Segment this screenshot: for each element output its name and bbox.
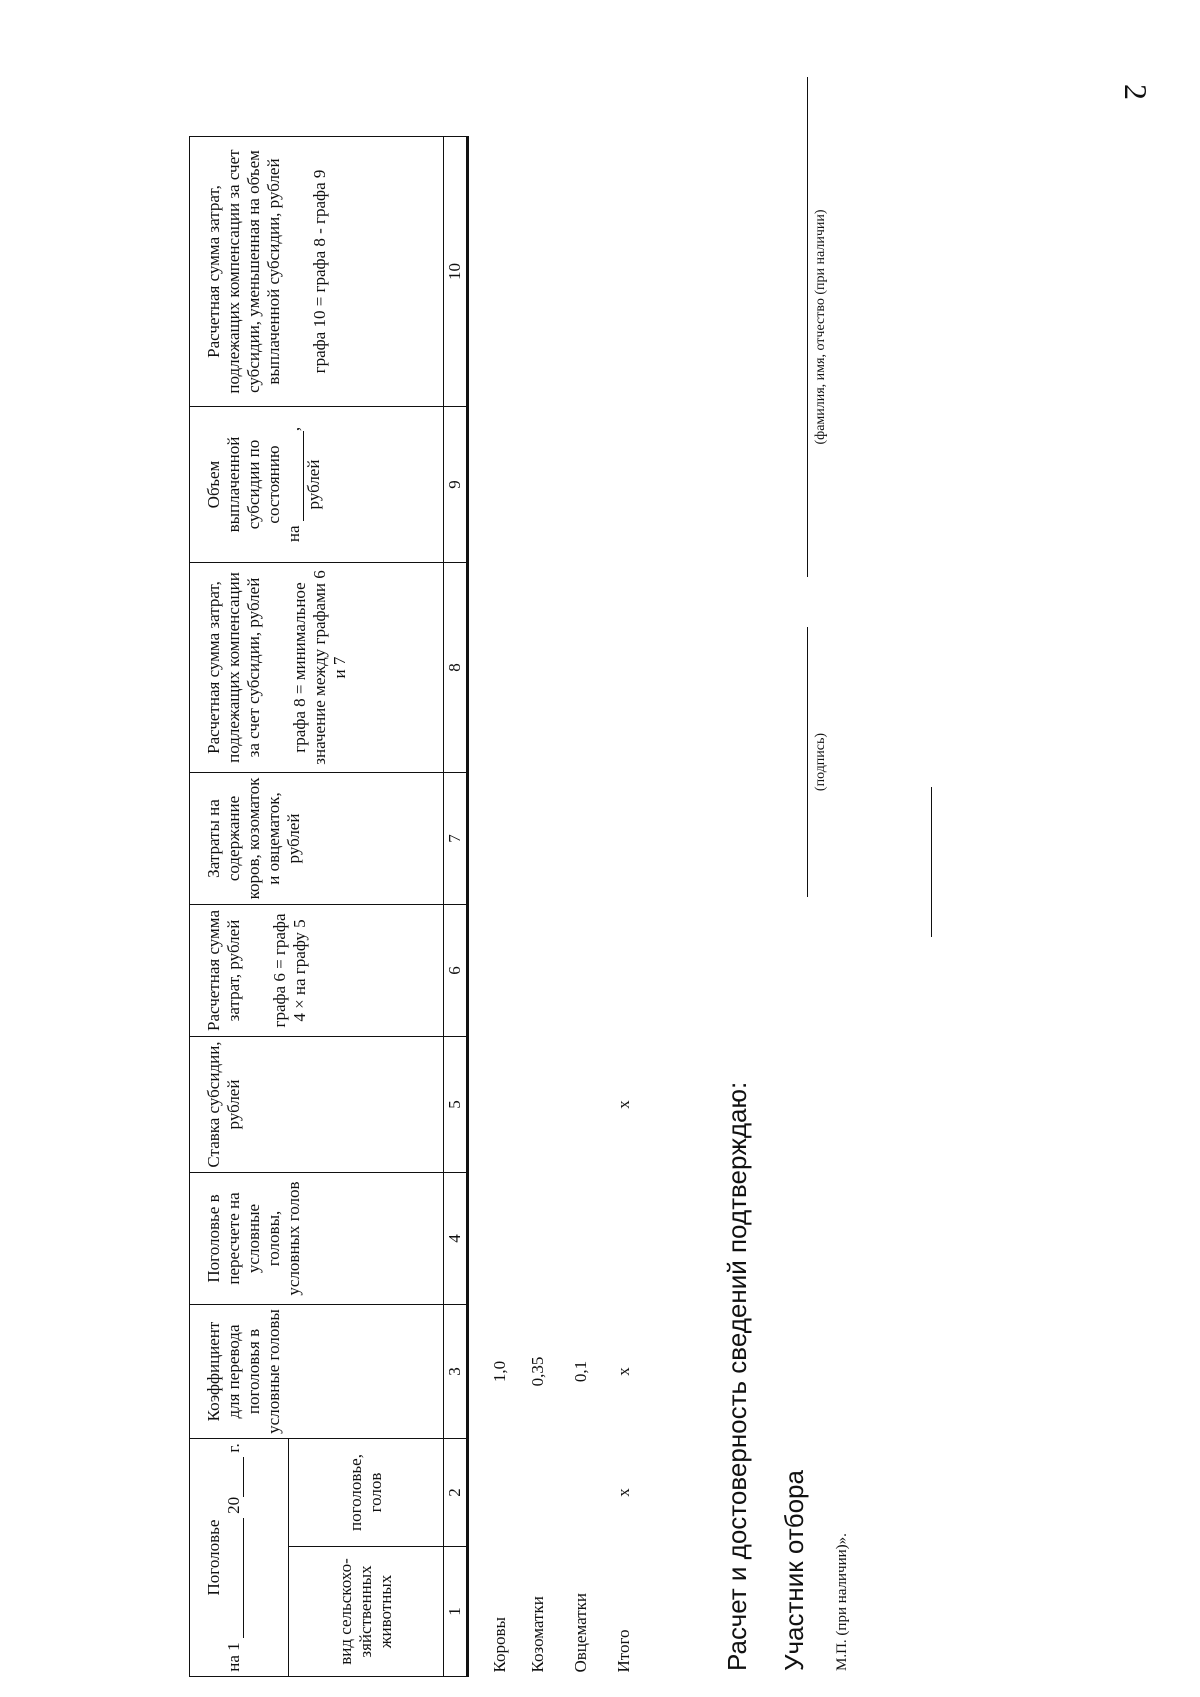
row-col2 [468, 1439, 517, 1547]
column-number: 8 [444, 563, 468, 773]
row-col10 [559, 137, 602, 407]
signature-line[interactable] [807, 627, 808, 897]
row-col8 [468, 563, 517, 773]
confirmation-statement: Расчет и достоверность сведений подтверждаю: [722, 1081, 752, 1671]
date-year-blank[interactable] [227, 1457, 244, 1497]
header-col4-text: Поголовье в пересчете на условные головы, условных голов [204, 1181, 303, 1296]
row-col7 [559, 773, 602, 905]
header-col9-date-blank[interactable] [287, 431, 304, 521]
header-col10-text: Расчетная сумма затрат, подлежащих компенсации за счет субсидии, уменьшенная на объем выплаченной субсидии, рублей [204, 149, 283, 394]
row-col5 [559, 1037, 602, 1173]
header-col9-suffix: рублей [304, 459, 323, 510]
row-col8 [559, 563, 602, 773]
blank-line [931, 787, 932, 937]
row-col4 [602, 1173, 645, 1305]
header-col6-text: Расчетная сумма затрат, рублей [204, 910, 243, 1031]
livestock-date-header [190, 1439, 289, 1677]
participant-label: Участник отбора [779, 1470, 809, 1671]
row-col5 [468, 1037, 517, 1173]
row-col9 [468, 407, 517, 563]
header-col5-text: Ставка субсидии, рублей [204, 1041, 243, 1168]
date-day-blank[interactable] [227, 1518, 244, 1638]
column-number: 9 [444, 407, 468, 563]
header-col9: Объем выплаченной субсидии по состоянию на , рублей [190, 407, 444, 563]
row-label: Овцематки [570, 1593, 590, 1673]
full-name-line[interactable] [807, 77, 808, 577]
table-row [602, 137, 645, 1677]
header-col3-text: Коэффициент для перевода поголовья в условные головы [204, 1309, 283, 1434]
row-col3: x [613, 1367, 633, 1376]
column-number: 6 [444, 905, 468, 1037]
column-number: 2 [444, 1439, 468, 1547]
row-col7 [516, 773, 559, 905]
row-label: Козоматки [527, 1596, 547, 1673]
row-col2: x [613, 1488, 633, 1497]
row-col6 [516, 905, 559, 1037]
date-prefix: на 1 [224, 1642, 243, 1672]
header-col2 [289, 1439, 444, 1547]
row-col3: 0,35 [527, 1356, 547, 1387]
row-col10 [468, 137, 517, 407]
row-col5: x [613, 1100, 633, 1109]
header-col9-text: Объем выплаченной субсидии по состоянию [204, 436, 283, 533]
rotated-form-sheet [189, 77, 989, 1697]
column-number: 1 [444, 1547, 468, 1677]
header-col7-text: Затраты на содержание коров, козоматок и овцематок, рублей [204, 777, 303, 900]
header-col6 [190, 905, 444, 1037]
row-col9 [602, 407, 645, 563]
table-row [516, 137, 559, 1677]
row-label: Коровы [489, 1617, 509, 1673]
signature-caption: (подпись) [813, 732, 828, 792]
row-col8 [516, 563, 559, 773]
date-year: 20 [224, 1496, 243, 1514]
header-col5 [190, 1037, 444, 1173]
row-col2 [559, 1439, 602, 1547]
table-row [559, 137, 602, 1677]
row-label: Итого [613, 1629, 633, 1673]
row-col9 [559, 407, 602, 563]
full-name-caption: (фамилия, имя, отчество (при наличии) [813, 209, 828, 445]
row-col3: 0,1 [570, 1360, 590, 1383]
header-col10-formula: графа 10 = графа 8 - графа 9 [310, 169, 329, 374]
column-number: 4 [444, 1173, 468, 1305]
livestock-title: Поголовье [204, 1519, 223, 1596]
header-col8-text: Расчетная сумма затрат, подлежащих компенсации за счет субсидии, рублей [204, 572, 263, 763]
column-number: 10 [444, 137, 468, 407]
header-col10 [190, 137, 444, 407]
row-col6 [602, 905, 645, 1037]
row-col4 [516, 1173, 559, 1305]
row-col9 [516, 407, 559, 563]
header-col4 [190, 1173, 444, 1305]
header-col1 [289, 1547, 444, 1677]
row-col6 [468, 905, 517, 1037]
row-col8 [602, 563, 645, 773]
stamp-note: М.П. (при наличии)». [834, 1533, 850, 1671]
header-col9-na: на [284, 525, 303, 543]
header-col7 [190, 773, 444, 905]
row-col7 [602, 773, 645, 905]
column-number: 3 [444, 1305, 468, 1439]
header-col3 [190, 1305, 444, 1439]
row-col7 [468, 773, 517, 905]
subsidy-calculation-table [189, 136, 645, 1677]
column-number: 7 [444, 773, 468, 905]
page-number: 2 [1118, 84, 1155, 100]
column-number: 5 [444, 1037, 468, 1173]
date-suffix: г. [224, 1443, 243, 1453]
row-col4 [468, 1173, 517, 1305]
row-col2 [516, 1439, 559, 1547]
row-col10 [516, 137, 559, 407]
row-col10 [602, 137, 645, 407]
table-row [468, 137, 517, 1677]
row-col6 [559, 905, 602, 1037]
row-col5 [516, 1037, 559, 1173]
header-col6-formula: графа 6 = графа 4 × на графу 5 [270, 913, 309, 1028]
header-col1-text: вид сельскохо-зяйственных животных [336, 1558, 395, 1665]
row-col4 [559, 1173, 602, 1305]
header-col8 [190, 563, 444, 773]
row-col3: 1,0 [489, 1360, 509, 1383]
header-col2-text: поголовье, голов [346, 1454, 385, 1531]
header-col8-formula: графа 8 = минимальное значение между графами 6 и 7 [290, 570, 349, 765]
